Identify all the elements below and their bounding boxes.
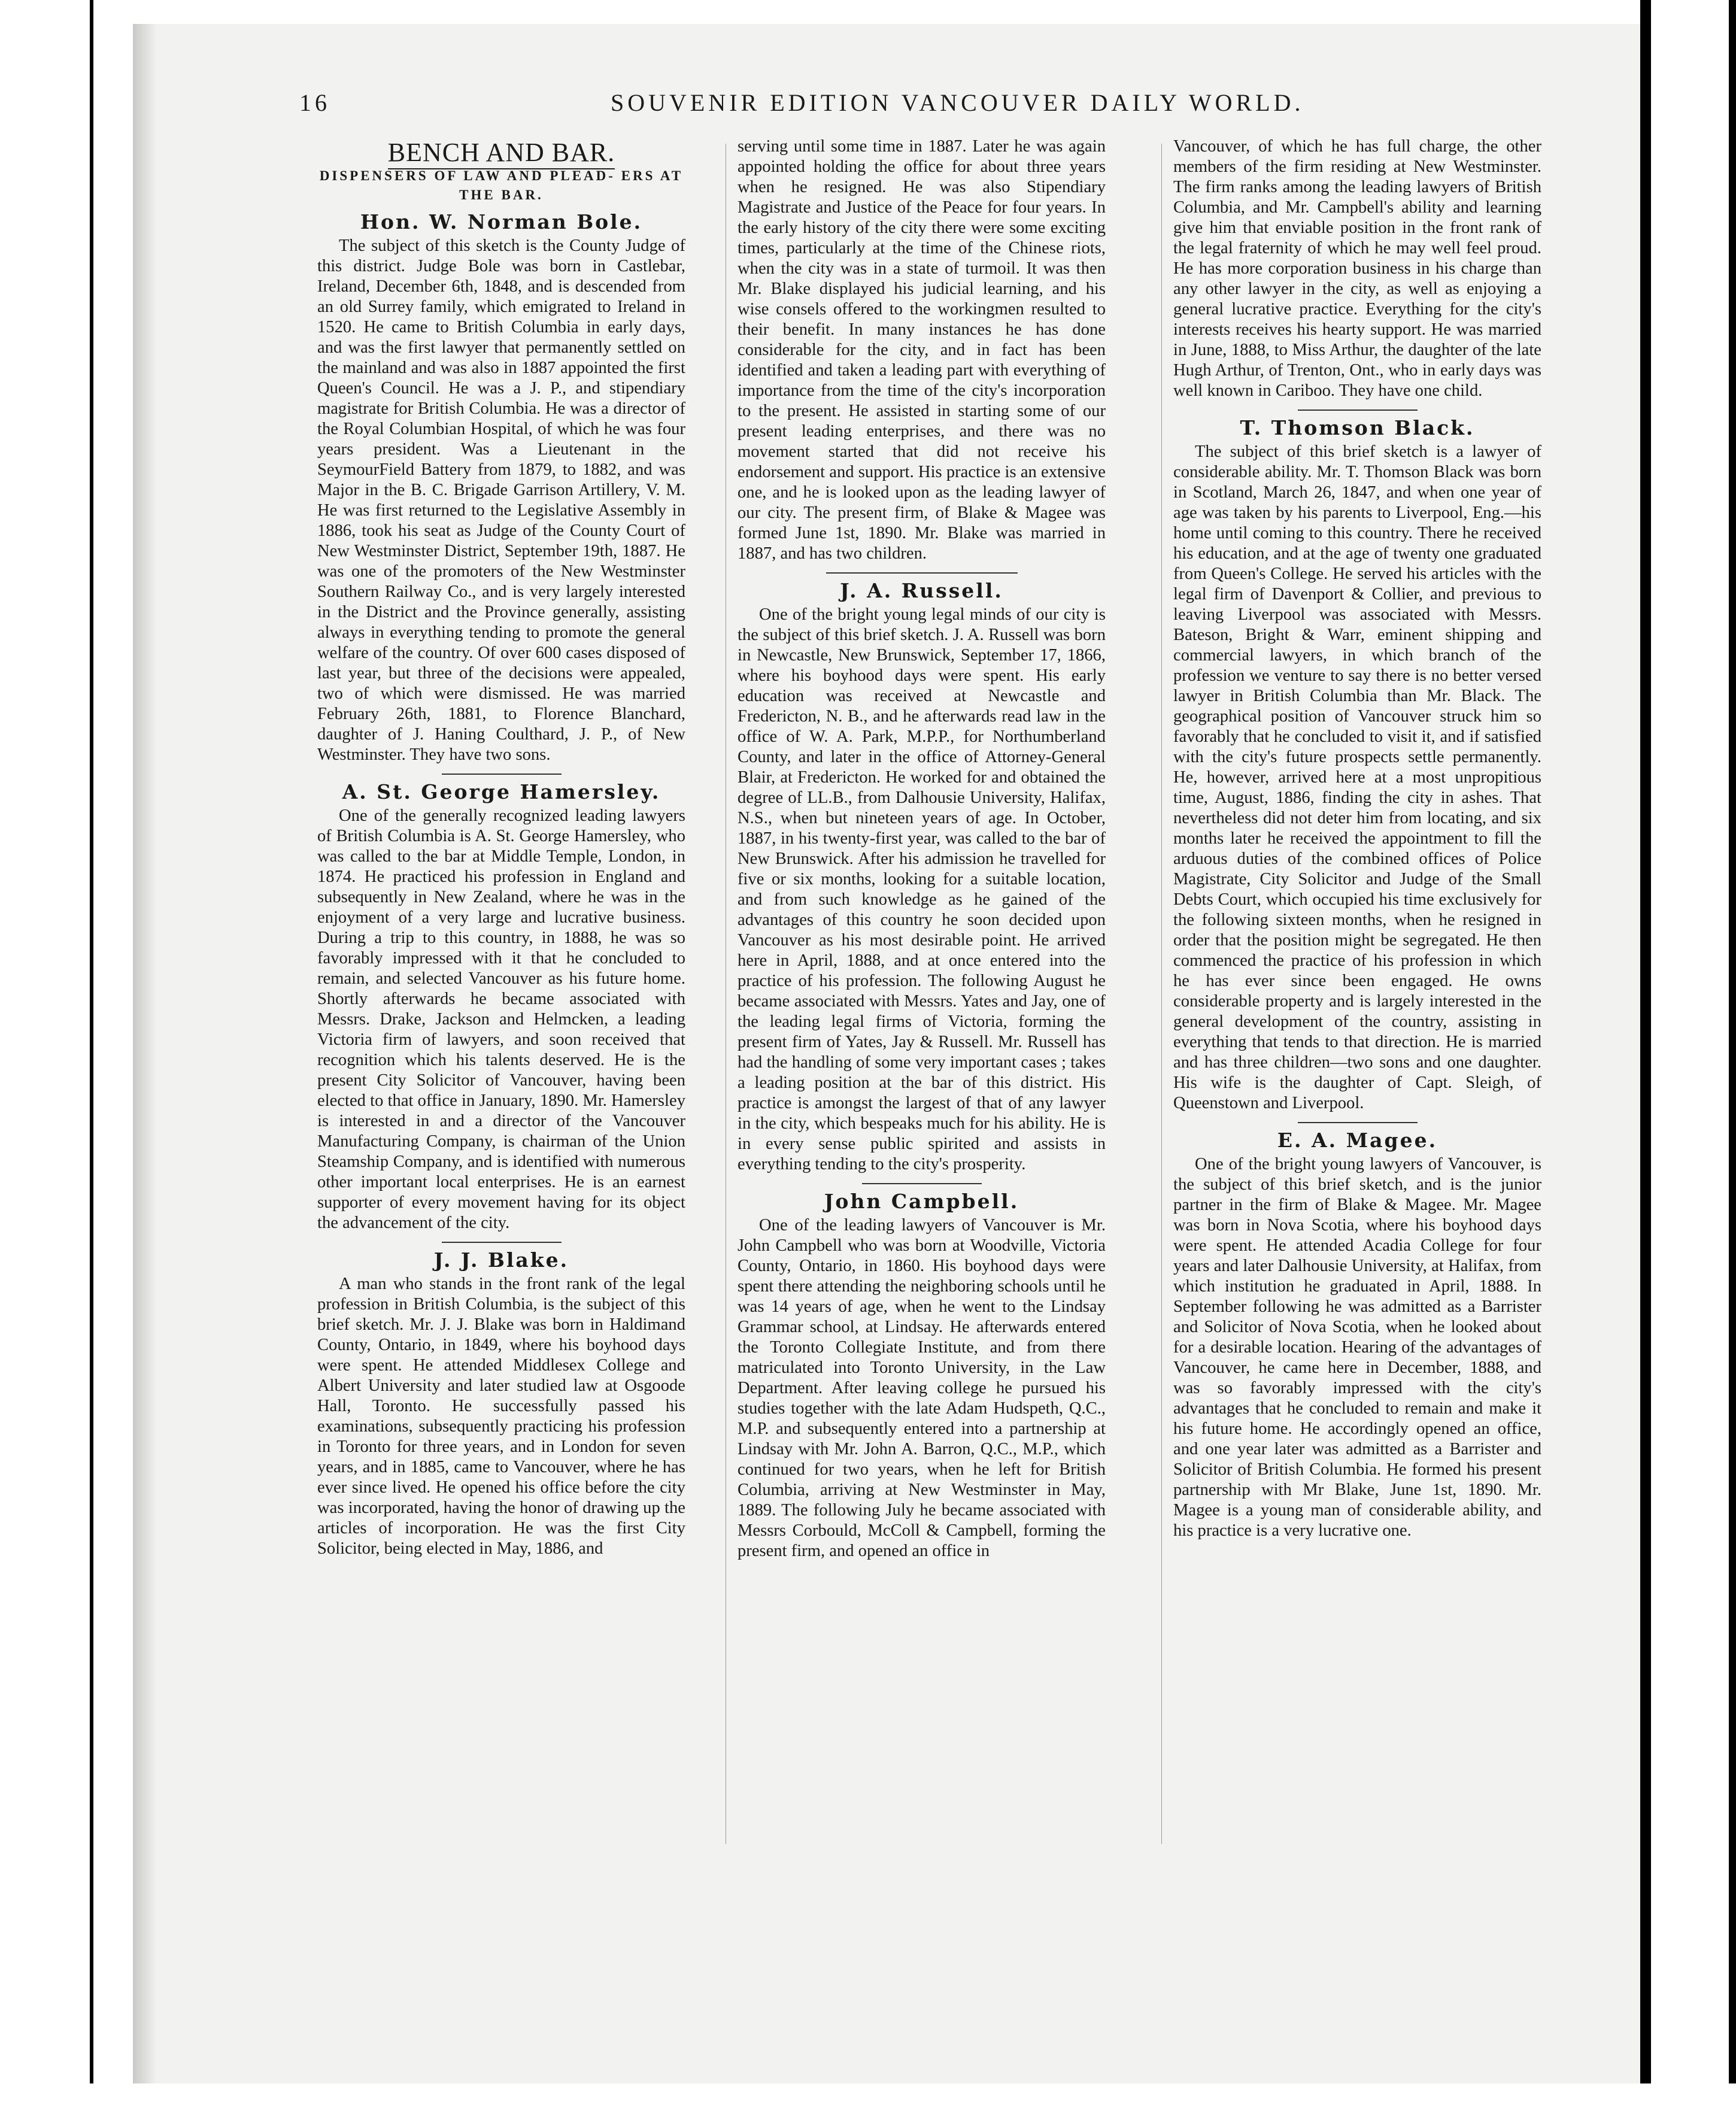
article-divider (442, 774, 562, 775)
scan-right-margin (1651, 0, 1729, 2123)
scan-bottom-margin (0, 2083, 1736, 2123)
article-body-hamersley: One of the generally recognized leading lawyers of British Columbia is A. St. George Hamersley, who was called to the bar at Middle Temple, London, in 1874. He practiced his profession in England and subsequently in New Zealand, where he was in the enjoyment of a very large and lucrative business. During a trip to this country, in 1888, he was so favorably impressed with it that he concluded to remain, and selected Vancouver as his future home. Shortly afterwards he became associated with Messrs. Drake, Jackson and Helmcken, a leading Victoria firm of lawyers, and soon received that recognition which his talents deserved. He is the present City Solicitor of Vancouver, having been elected to that office in January, 1890. Mr. Hamersley is interested in and a director of the Vancouver Manufacturing Company, is chairman of the Union Steamship Company, and is identified with numerous other important local enterprises. He is an earnest supporter of every movement having for its object the advancement of the city. (317, 806, 685, 1232)
scan-binding-line (90, 0, 93, 2123)
article-heading-russell: J. A. Russell. (840, 579, 1003, 602)
article-heading-hamersley: A. St. George Hamersley. (342, 780, 661, 803)
newspaper-title: SOUVENIR EDITION VANCOUVER DAILY WORLD. (611, 89, 1304, 116)
article-heading-bole: Hon. W. Norman Bole. (360, 210, 643, 233)
article-heading-magee: E. A. Magee. (1277, 1129, 1438, 1152)
article-body-magee: One of the bright young lawyers of Vancouver, is the subject of this brief sketch, and is the junior partner in the firm of Blake & Magee. Mr. Magee was born in Nova Scotia, where his boyhood days were spent. He attended Acadia College for four years and later Dalhousie University, at Halifax, from which institution he graduated in April, 1888. In September following he was admitted as a Barrister and Solicitor of Nova Scotia, when he looked about for a desirable location. Hearing of the advantages of Vancouver, he came here in December, 1888, and was so favorably impressed with the city's advantages that he concluded to remain and make it his future home. He accordingly opened an office, and one year later was admitted as a Barrister and Solicitor of British Columbia. He formed his present partnership with Mr Blake, June 1st, 1890. Mr. Magee is a young man of considerable ability, and his practice is a very lucrative one. (1173, 1155, 1541, 1540)
page-number: 16 (299, 89, 330, 116)
scan-left-margin (0, 0, 133, 2123)
article-body-bole: The subject of this sketch is the County Judge of this district. Judge Bole was born in Castlebar, Ireland, December 6th, 1848, and is descended from an old Surrey family, which emigrated to Ireland in 1520. He came to British Columbia in early days, and was the first lawyer that permanently settled on the mainland and was also in 1887 appointed the first Queen's Council. He was a J. P., and stipendiary magistrate for British Columbia. He was a director of the Royal Columbian Hospital, of which he was four years president. Was a Lieutenant in the SeymourField Battery from 1879, to 1882, and was Major in the B. C. Brigade Garrison Artillery, V. M. He was first returned to the Legislative Assembly in 1886, took his seat as Judge of the County Court of New Westminster District, September 19th, 1887. He was one of the promoters of the New Westminster Southern Railway Co., and is very largely interested in the District and the Province generally, assisting always in everything tending to promote the general welfare of the country. Of over 600 cases disposed of last year, but three of the decisions were appealed, two of which were dismissed. He was married February 26th, 1881, to Florence Blanchard, daughter of J. Haning Coulthard, J. P., of New Westminster. They have two sons. (317, 236, 685, 764)
article-body-russell: One of the bright young legal minds of our city is the subject of this brief sketch. J. A. Russell was born in Newcastle, New Brunswick, September 17, 1866, where his boyhood days were spent. His early education was received at Newcastle and Fredericton, N. B., and he afterwards read law in the office of W. A. Park, M.P.P., for Northumberland County, and later in the office of Attorney-General Blair, at Fredericton. He worked for and obtained the degree of LL.B., from Dalhousie University, Halifax, N.S., when but nineteen years of age. In October, 1887, in his twenty-first year, was called to the bar of New Brunswick. After his admission he travelled for five or six months, looking for a suitable location, and from such knowledge as he gained of the advantages of this country he soon decided upon Vancouver as his most desirable point. He arrived here in April, 1888, and at once entered into the practice of his profession. The following August he became associated with Messrs. Yates and Jay, one of the leading legal firms of Victoria, forming the present firm of Yates, Jay & Russell. Mr. Russell has had the handling of some very important cases ; takes a leading position at the bar of this district. His practice is amongst the largest of that of any lawyer in the city, which bespeaks much for his ability. He is in every sense public spirited and assists in everything tending to the city's prosperity. (738, 605, 1106, 1173)
article-divider (826, 572, 1018, 574)
article-divider (442, 1242, 562, 1243)
section-title: BENCH AND BAR. (317, 142, 685, 163)
article-heading-blake: J. J. Blake. (433, 1248, 569, 1272)
article-divider (1298, 1122, 1418, 1123)
article-body-campbell-part1: One of the leading lawyers of Vancouver is Mr. John Campbell who was born at Woodville, Victoria County, Ontario, in 1860. His boyhood days were spent there attending the neighboring schools until he was 14 years of age, when he went to the Lindsay Grammar school, at Lindsay. He afterwards entered the Toronto Collegiate Institute, and from there matriculated into Toronto University, in the Law Department. After leaving college he pursued his studies together with the late Adam Hudspeth, Q.C., M.P. and subsequently entered into a partnership at Lindsay with Mr. John A. Barron, Q.C., M.P., which continued for two years, when he left for British Columbia, arriving at New Westminster in May, 1889. The following July he became associated with Messrs Corbould, McColl & Campbell, forming the present firm, and opened an office in (738, 1216, 1106, 1560)
column-divider (1161, 144, 1162, 1844)
column-2 (738, 137, 1106, 1561)
article-body-blake-part2: serving until some time in 1887. Later he was again appointed holding the office for about three years when he resigned. He was also Stipendiary Magistrate and Justice of the Peace for four years. In the early history of the city there were some exciting times, particularly at the time of the Chinese riots, when the city was in a state of turmoil. It was then Mr. Blake displayed his judicial learning, and his wise consels offered to the workingmen resulted to their benefit. In many instances he has done considerable for the city, and in fact has been identified and taken a leading part with everything of importance from the time of the city's incorporation to the present. He assisted in starting some of our present leading enterprises, and there was no movement started that did not receive his endorsement and support. His practice is an extensive one, and he is looked upon as the leading lawyer of our city. The present firm, of Blake & Magee was formed June 1st, 1890. Mr. Blake was married in 1887, and has two children. (738, 137, 1106, 563)
article-heading-black: T. Thomson Black. (1240, 416, 1475, 439)
scan-top-margin (0, 0, 1736, 24)
article-heading-campbell: John Campbell. (824, 1190, 1019, 1213)
column-1 (317, 138, 685, 1559)
article-body-campbell-part2: Vancouver, of which he has full charge, the other members of the firm residing at New Westminster. The firm ranks among the leading lawyers of British Columbia, and Mr. Campbell's ability and learning give him that enviable position in the front rank of the legal fraternity of which he may well feel proud. He has more corporation business in his charge than any other lawyer in the city, as well as enjoying a general lucrative practice. Everything for the city's interests receives his hearty support. He was married in June, 1888, to Miss Arthur, the daughter of the late Hugh Arthur, of Trenton, Ont., who in early days was well known in Cariboo. They have one child. (1173, 137, 1541, 400)
article-divider (1298, 410, 1418, 411)
article-body-blake-part1: A man who stands in the front rank of the legal profession in British Columbia, is the subject of this brief sketch. Mr. J. J. Blake was born in Haldimand County, Ontario, in 1849, where his boyhood days were spent. He attended Middlesex College and Albert University and later studied law at Osgoode Hall, Toronto. He successfully passed his examinations, subsequently practicing his profession in Toronto for three years, and in London for seven years, and in 1885, came to Vancouver, where he has ever since lived. He opened his office before the city was incorporated, having the honor of drawing up the articles of incorporation. He was the first City Solicitor, being elected in May, 1886, and (317, 1275, 685, 1558)
column-3 (1173, 137, 1541, 1541)
page-fold-shadow (133, 24, 157, 2083)
article-divider (862, 1183, 982, 1184)
section-subtitle: DISPENSERS OF LAW AND PLEAD- ERS AT THE BAR. (319, 168, 684, 202)
article-body-black: The subject of this brief sketch is a lawyer of considerable ability. Mr. T. Thomson Black was born in Scotland, March 26, 1847, and when one year of age was taken by his parents to Liverpool, Eng.—his home until coming to this country. There he received his education, and at the age of twenty one graduated from Queen's College. He served his articles with the legal firm of Davenport & Collier, and previous to leaving Liverpool was associated with Messrs. Bateson, Bright & Warr, eminent shipping and commercial lawyers, in which branch of the profession we venture to say there is no better versed lawyer in British Columbia than Mr. Black. The geographical position of Vancouver struck him so favorably that he concluded to visit it, and if satisfied with the city's future prospects settle permanently. He, however, arrived here at a most unpropitious time, August, 1886, finding the city in ashes. That nevertheless did not deter him from locating, and six months later he received the appointment to fill the arduous duties of the combined offices of Police Magistrate, City Solicitor and Judge of the Small Debts Court, which occupied his time exclusively for the following sixteen months, when he resigned in order that the position might be segregated. He then commenced the practice of his profession in which he has ever since been engaged. He owns considerable property and is largely interested in the general development of the country, assisting in everything that tends to that direction. He is married and has three children—two sons and one daughter. His wife is the daughter of Capt. Sleigh, of Queenstown and Liverpool. (1173, 442, 1541, 1112)
